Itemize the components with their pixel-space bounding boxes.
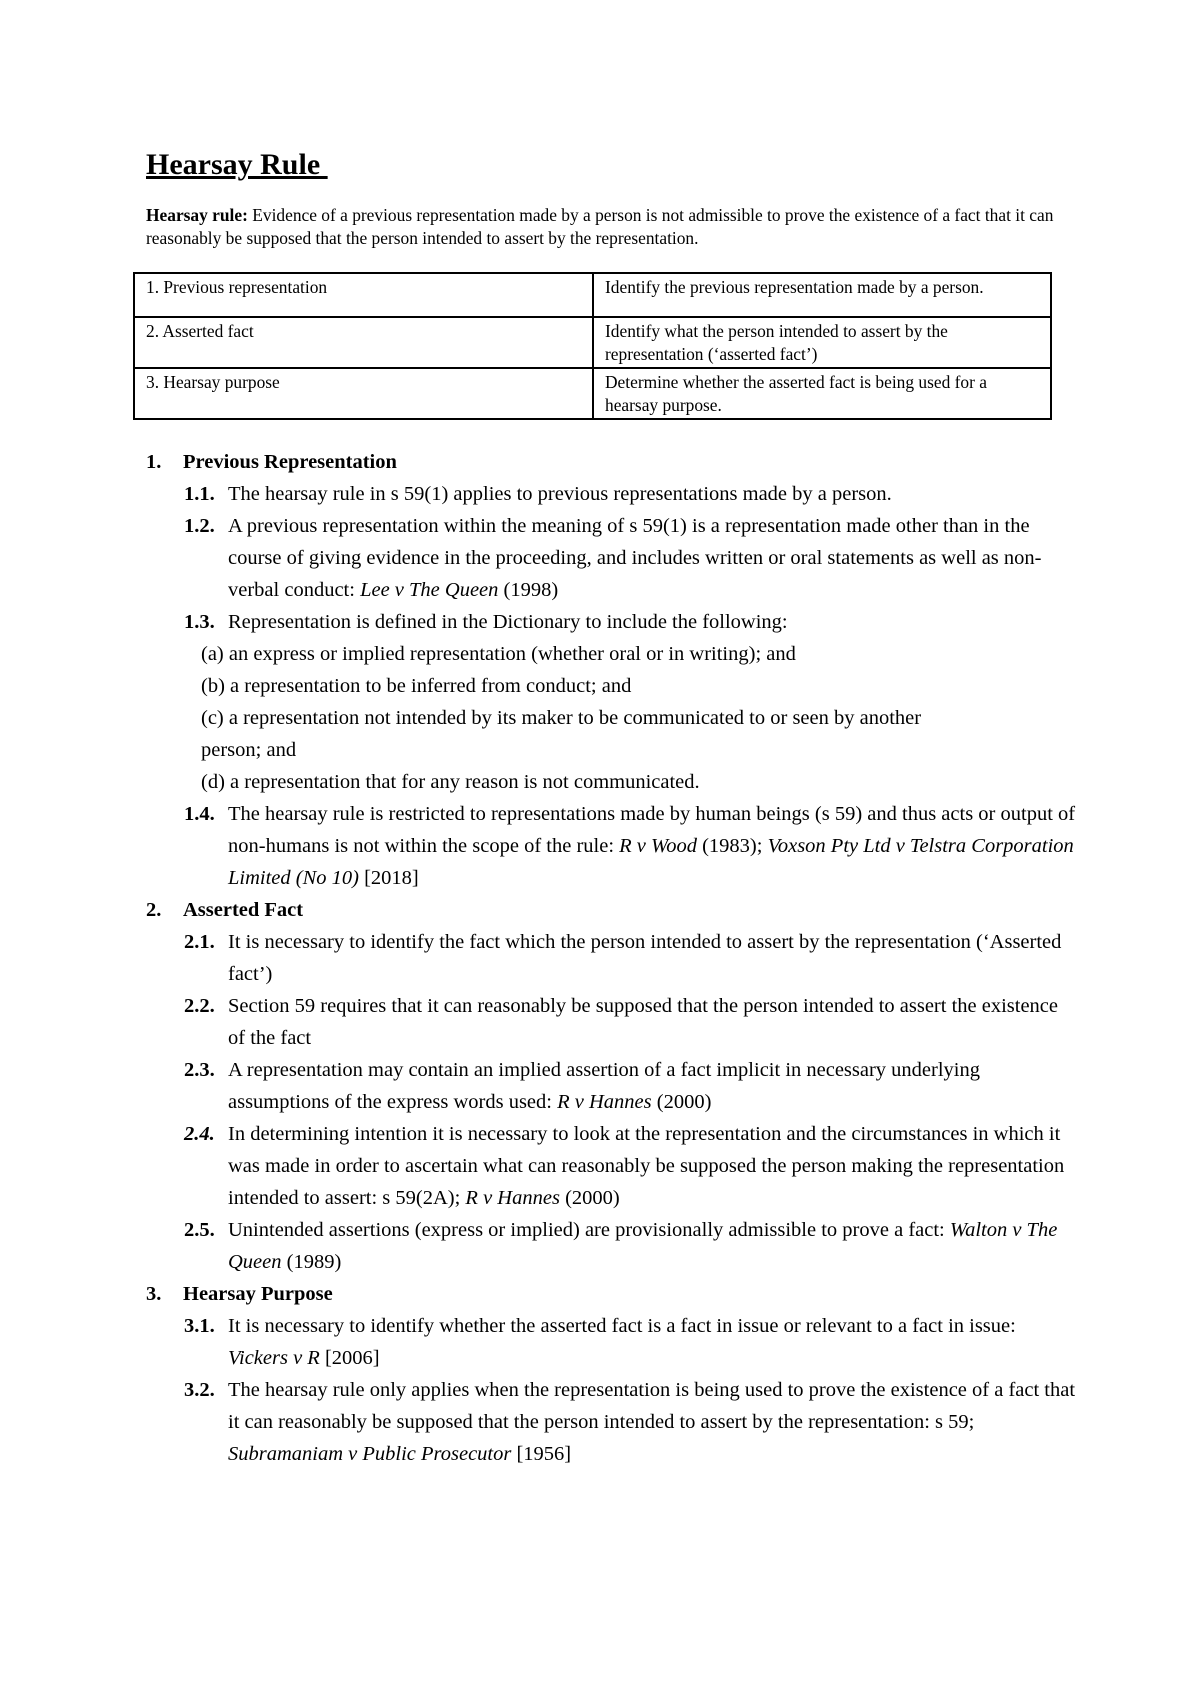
item-number: 2.1. [184, 931, 215, 953]
section-title: Asserted Fact [183, 899, 304, 921]
intro-paragraph [146, 204, 1056, 250]
item-body: In determining intention it is necessary to look at the representation and the circumstances in which it was made in order to ascertain what can reasonably be supposed the person making the representation intended to assert: s 59(2A); [228, 1123, 1065, 1209]
section-number: 1. [146, 451, 162, 473]
sub-item: (a) an express or implied representation (whether oral or in writing); and [201, 643, 796, 665]
section-asserted-fact [146, 894, 1076, 1278]
item-body: The hearsay rule is restricted to representations made by human beings (s 59) and thus acts or output of non-humans is not within the scope of the rule: [228, 803, 1076, 857]
item-text: Representation is defined in the Dictionary to include the following: [228, 611, 788, 633]
case-citation: Voxson Pty Ltd v Telstra Corporation Limited (No 10) [228, 835, 1074, 889]
table-step-cell: 1. Previous representation [134, 273, 593, 317]
case-citation: Vickers v R [228, 1347, 320, 1369]
steps-table [133, 272, 1052, 420]
case-citation: R v Hannes [465, 1187, 560, 1209]
list-item [184, 798, 1076, 894]
case-citation: Subramaniam v Public Prosecutor [228, 1443, 512, 1465]
list-item [184, 478, 1076, 510]
case-citation: R v Hannes [557, 1091, 652, 1113]
item-text [228, 1054, 1076, 1118]
case-year: (2000) [651, 1091, 712, 1113]
list-item [184, 1118, 1076, 1214]
item-number: 1.1. [184, 483, 215, 505]
item-text: Section 59 requires that it can reasonably be supposed that the person intended to assert the existence of the fact [228, 995, 1058, 1049]
case-year: (2000) [559, 1187, 620, 1209]
item-number: 3.1. [184, 1315, 215, 1337]
item-number: 1.3. [184, 611, 215, 633]
list-item [184, 1214, 1076, 1278]
list-item [184, 990, 1076, 1054]
case-year: [2018] [358, 867, 419, 889]
intro-text: Evidence of a previous representation made by a person is not admissible to prove the existence of a fact that it can reasonably be supposed that the person intended to assert by the representation. [146, 205, 1054, 248]
item-text [228, 798, 1076, 894]
section-heading [146, 446, 1076, 478]
item-number: 2.2. [184, 995, 215, 1017]
case-year: (1989) [281, 1251, 342, 1273]
item-number: 2.3. [184, 1059, 215, 1081]
section-title: Hearsay Purpose [183, 1283, 333, 1305]
item-number: 1.2. [184, 515, 215, 537]
item-body: It is necessary to identify whether the asserted fact is a fact in issue or relevant to a fact in issue: [228, 1315, 1016, 1337]
sub-item: (b) a representation to be inferred from conduct; and [201, 675, 632, 697]
table-desc-cell: Identify the previous representation made by a person. [593, 273, 1051, 317]
list-item [184, 926, 1076, 990]
list-item [184, 1310, 1076, 1374]
item-text [228, 510, 1076, 606]
item-text [228, 1118, 1076, 1214]
sub-item: (c) a representation not intended by its maker to be communicated to or seen by another person; and [201, 707, 922, 761]
section-number: 3. [146, 1283, 162, 1305]
intro-label: Hearsay rule: [146, 205, 248, 225]
item-number: 1.4. [184, 803, 215, 825]
section-number: 2. [146, 899, 162, 921]
table-desc-cell: Identify what the person intended to assert by the representation (‘asserted fact’) [593, 317, 1051, 368]
section-hearsay-purpose [146, 1278, 1076, 1470]
section-title: Previous Representation [183, 451, 397, 473]
case-year: [2006] [319, 1347, 380, 1369]
sub-item: (d) a representation that for any reason is not communicated. [201, 771, 700, 793]
outline [146, 446, 1076, 1470]
case-citation: R v Wood [619, 835, 697, 857]
item-text: It is necessary to identify the fact which the person intended to assert by the representation (‘Asserted fact’) [228, 931, 1062, 985]
item-number: 2.5. [184, 1219, 215, 1241]
item-text [228, 1214, 1076, 1278]
section-heading [146, 1278, 1076, 1310]
list-item [184, 1374, 1076, 1470]
case-citation: Walton v The Queen [228, 1219, 1058, 1273]
table-row [134, 368, 1051, 419]
list-item [184, 510, 1076, 606]
list-item [184, 1054, 1076, 1118]
list-item [184, 606, 1076, 638]
table-row [134, 273, 1051, 317]
case-year: (1983); [696, 835, 768, 857]
item-body: A representation may contain an implied assertion of a fact implicit in necessary underlying assumptions of the express words used: [228, 1059, 981, 1113]
item-body: Unintended assertions (express or implied) are provisionally admissible to prove a fact: [228, 1219, 950, 1241]
item-number: 2.4. [184, 1123, 215, 1145]
item-text [228, 1374, 1076, 1470]
case-citation: Lee v The Queen [360, 579, 499, 601]
case-year: [1956] [511, 1443, 572, 1465]
page-title: Hearsay Rule [146, 148, 328, 181]
table-step-cell: 3. Hearsay purpose [134, 368, 593, 419]
table-desc-cell: Determine whether the asserted fact is being used for a hearsay purpose. [593, 368, 1051, 419]
item-text [228, 1310, 1076, 1374]
item-text: The hearsay rule in s 59(1) applies to previous representations made by a person. [228, 483, 892, 505]
table-step-cell: 2. Asserted fact [134, 317, 593, 368]
case-year: (1998) [498, 579, 559, 601]
table-row [134, 317, 1051, 368]
item-body: A previous representation within the meaning of s 59(1) is a representation made other than in the course of giving evidence in the proceeding, and includes written or oral statements as well as non-verbal conduct: [228, 515, 1042, 601]
section-previous-representation [146, 446, 1076, 894]
section-heading [146, 894, 1076, 926]
item-number: 3.2. [184, 1379, 215, 1401]
item-body: The hearsay rule only applies when the representation is being used to prove the existence of a fact that it can reasonably be supposed that the person intended to assert by the representation: s 59; [228, 1379, 1076, 1433]
